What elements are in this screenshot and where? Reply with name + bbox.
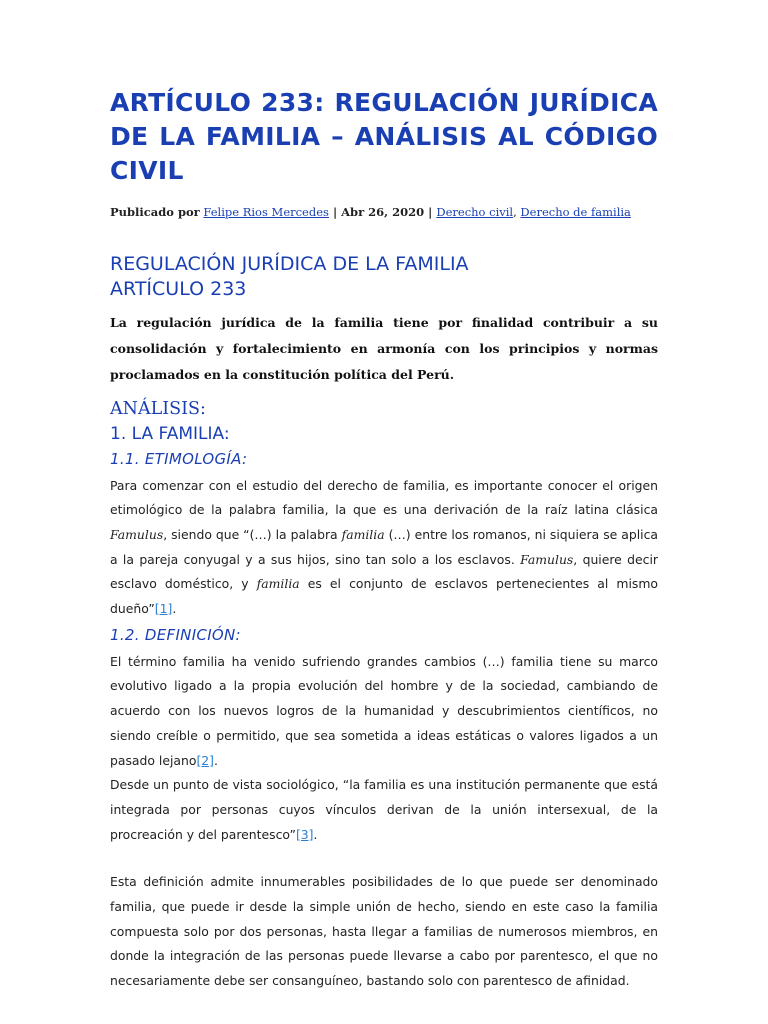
definicion-end-2: .: [313, 826, 318, 842]
byline: [110, 203, 658, 221]
category-link-derecho-familia[interactable]: Derecho de familia: [520, 205, 631, 219]
author-link[interactable]: Felipe Rios Mercedes: [203, 205, 329, 219]
footnote-link-2[interactable]: [2]: [196, 752, 214, 768]
heading-definicion: 1.2. DEFINICIÓN:: [110, 625, 241, 644]
heading-la-familia: 1. LA FAMILIA:: [110, 423, 230, 444]
definicion-paragraph-3: Esta definición admite innumerables posibilidades de lo que puede ser denominado familia, que puede ir desde la simple unión de hecho, siendo en este caso la familia compuesta solo por dos personas, hasta llegar a familias de numerosos miembros, en donde la integración de las personas puede llevarse a cabo por parentesco, el que no necesariamente debe ser consanguíneo, bastando solo con parentesco de afinidad.: [110, 874, 658, 989]
etimologia-italic-famulus-1: Famulus: [110, 526, 164, 542]
etimologia-text-2: , siendo que “(…) la palabra: [163, 526, 342, 542]
heading-etimologia: 1.1. ETIMOLOGÍA:: [110, 449, 248, 468]
section-title-line1: REGULACIÓN JURÍDICA DE LA FAMILIA: [110, 253, 469, 275]
definicion-text-2: Desde un punto de vista sociológico, “la familia es una institución permanente que está integrada por personas cuyos vínculos derivan de la unión intersexual, de la procreación y del parentesco”: [110, 777, 658, 842]
etimologia-text-3: (…) entre los romanos, ni siquiera se aplica a la pareja conyugal y a sus hijos, sino tan solo a los esclavos.: [110, 526, 658, 567]
intro-paragraph: La regulación jurídica de la familia tiene por finalidad contribuir a su consolidación y fortalecimiento en armonía con los principios y normas proclamados en la constitución política del Perú.: [110, 315, 658, 382]
etimologia-italic-famulus-2: Famulus: [520, 551, 574, 567]
byline-prefix: Publicado por: [110, 205, 200, 219]
etimologia-paragraph: [110, 474, 658, 622]
byline-date: | Abr 26, 2020 |: [328, 205, 437, 219]
etimologia-text-5: es el conjunto de esclavos pertenecientes al mismo dueño”: [110, 576, 658, 617]
definicion-end-1: .: [214, 752, 218, 768]
definicion-text-1: El término familia ha venido sufriendo grandes cambios (…) familia tiene su marco evolutivo ligado a la propia evolución del hombre y de la sociedad, cambiando de acuerdo con los nuevos logros de la humanidad y descubrimientos científicos, no siendo creíble o permitido, que sea sometida a ideas estáticas o valores ligados a un pasado lejano: [110, 653, 658, 768]
footnote-link-3[interactable]: [3]: [295, 826, 314, 842]
definicion-paragraph-2: [110, 773, 658, 847]
etimologia-text-4: , quiere decir esclavo doméstico, y: [110, 551, 658, 592]
category-link-derecho-civil[interactable]: Derecho civil: [436, 205, 514, 219]
article-content: [110, 86, 658, 994]
etimologia-end: .: [172, 601, 177, 617]
byline-comma: ,: [513, 205, 521, 219]
article-title: ARTÍCULO 233: REGULACIÓN JURÍDICA DE LA FAMILIA – ANÁLISIS AL CÓDIGO CIVIL: [110, 88, 658, 185]
etimologia-italic-familia-2: familia: [256, 576, 300, 592]
etimologia-italic-familia-1: familia: [341, 526, 385, 542]
section-title: [110, 252, 658, 302]
etimologia-text-1: Para comenzar con el estudio del derecho de familia, es importante conocer el origen etimológico de la palabra familia, la que es una derivación de la raíz latina clásica: [110, 477, 658, 518]
footnote-link-1[interactable]: [1]: [154, 601, 173, 617]
definicion-paragraph-1: [110, 650, 658, 774]
analisis-heading: ANÁLISIS:: [110, 398, 206, 419]
section-title-line2: ARTÍCULO 233: [110, 278, 247, 300]
